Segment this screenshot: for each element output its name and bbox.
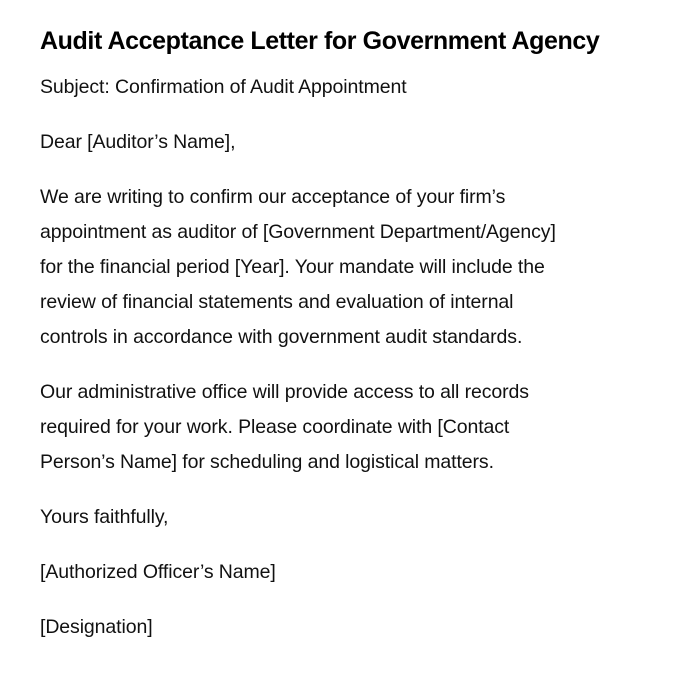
paragraph-line: We are writing to confirm our acceptance of your firm’s bbox=[40, 186, 506, 208]
closing: Yours faithfully, bbox=[40, 506, 169, 528]
letter-document bbox=[40, 24, 640, 665]
paragraph-line: Person’s Name] for scheduling and logistical matters. bbox=[40, 451, 494, 473]
document-title: Audit Acceptance Letter for Government Agency bbox=[40, 27, 600, 55]
paragraph-line: required for your work. Please coordinate with [Contact bbox=[40, 416, 510, 438]
paragraph-line: Our administrative office will provide access to all records bbox=[40, 381, 529, 403]
signatory-name: [Authorized Officer’s Name] bbox=[40, 561, 276, 583]
paragraph-line: for the financial period [Year]. Your mandate will include the bbox=[40, 256, 545, 278]
paragraph-line: controls in accordance with government audit standards. bbox=[40, 326, 523, 348]
subject-line: Subject: Confirmation of Audit Appointment bbox=[40, 76, 407, 98]
body-paragraph-1 bbox=[40, 180, 640, 355]
paragraph-line: review of financial statements and evaluation of internal bbox=[40, 291, 514, 313]
designation: [Designation] bbox=[40, 616, 153, 638]
body-paragraph-2 bbox=[40, 375, 640, 480]
paragraph-line: appointment as auditor of [Government Department/Agency] bbox=[40, 221, 556, 243]
salutation: Dear [Auditor’s Name], bbox=[40, 131, 236, 153]
